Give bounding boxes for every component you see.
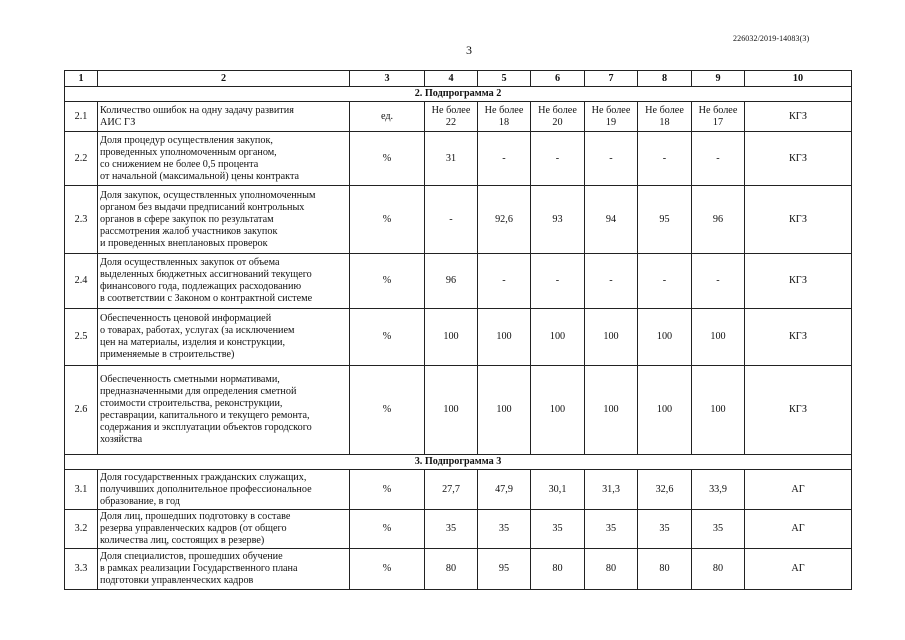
value-cell-text: 92,6 <box>495 213 513 225</box>
value-cell-text: 80 <box>445 563 457 574</box>
value-cell <box>531 309 585 366</box>
responsible-cell-text: АГ <box>791 563 805 574</box>
value-cell <box>692 254 745 309</box>
responsible-cell-text: КГЗ <box>788 152 808 164</box>
value-cell <box>478 470 531 510</box>
unit-cell-text: ед. <box>380 110 394 122</box>
responsible-cell-text: КГЗ <box>788 275 808 286</box>
value-cell <box>478 186 531 254</box>
value-cell <box>478 132 531 186</box>
value-cell-text: 95 <box>498 563 510 574</box>
value-cell <box>425 510 478 549</box>
value-cell-text: 95 <box>659 213 670 225</box>
table-body <box>65 71 852 590</box>
value-cell <box>585 366 638 455</box>
column-header: 3 <box>350 71 425 87</box>
value-cell <box>478 102 531 132</box>
row-number-text: 3.3 <box>74 563 88 574</box>
unit-cell-text: % <box>382 483 392 495</box>
column-header: 5 <box>478 71 531 87</box>
value-cell-text: 100 <box>603 404 619 415</box>
section-header-row <box>65 87 852 102</box>
value-cell <box>531 254 585 309</box>
value-cell <box>638 132 692 186</box>
value-cell <box>638 186 692 254</box>
value-cell-text: 80 <box>605 563 617 574</box>
table-row <box>65 510 852 549</box>
value-cell <box>425 254 478 309</box>
value-cell-text: - <box>662 275 667 286</box>
value-cell-text: 30,1 <box>548 483 567 495</box>
unit-cell <box>350 549 425 590</box>
value-cell-text: - <box>716 275 720 286</box>
responsible-cell <box>745 309 852 366</box>
row-number-text: 2.2 <box>74 152 88 164</box>
value-cell-text: 35 <box>659 523 670 534</box>
row-number-text: 2.1 <box>74 110 88 122</box>
row-number-text: 2.5 <box>74 331 88 342</box>
responsible-cell <box>745 470 852 510</box>
indicator-name <box>98 309 350 366</box>
value-cell <box>585 549 638 590</box>
value-cell-text: 80 <box>712 563 724 574</box>
responsible-cell-text: КГЗ <box>788 404 808 415</box>
value-cell <box>692 470 745 510</box>
value-cell <box>692 510 745 549</box>
value-cell <box>425 366 478 455</box>
value-cell <box>531 549 585 590</box>
unit-cell <box>350 510 425 549</box>
value-cell-text: 35 <box>552 523 563 534</box>
value-cell-text: 100 <box>710 331 726 342</box>
value-cell <box>478 549 531 590</box>
value-cell <box>478 254 531 309</box>
column-header: 6 <box>531 71 585 87</box>
value-cell-text: - <box>502 152 506 164</box>
unit-cell-text: % <box>382 275 392 286</box>
unit-cell <box>350 132 425 186</box>
value-cell <box>425 132 478 186</box>
value-cell <box>638 254 692 309</box>
section-title: 3. Подпрограмма 3 <box>65 455 852 470</box>
row-number-text: 2.3 <box>74 213 88 225</box>
value-cell <box>692 366 745 455</box>
section-header-row <box>65 455 852 470</box>
value-cell <box>585 102 638 132</box>
value-cell <box>478 366 531 455</box>
value-cell-text: 100 <box>549 404 566 415</box>
row-number <box>65 132 98 186</box>
value-cell <box>531 366 585 455</box>
table-row <box>65 186 852 254</box>
value-cell <box>425 549 478 590</box>
responsible-cell-text: АГ <box>791 483 805 495</box>
responsible-cell <box>745 186 852 254</box>
value-cell <box>692 549 745 590</box>
indicator-name-text: Доля процедур осуществления закупок, проведенных уполномоченным органом, со снижением не более 0,5 процента от начальной (максимальной) цены контракта <box>100 134 300 182</box>
indicator-name <box>98 186 350 254</box>
value-cell <box>585 186 638 254</box>
value-cell-text: 31,3 <box>602 483 620 495</box>
responsible-cell-text: КГЗ <box>788 110 808 122</box>
value-cell <box>638 510 692 549</box>
unit-cell-text: % <box>382 152 392 164</box>
column-header: 8 <box>638 71 692 87</box>
value-cell-text: 35 <box>712 523 724 534</box>
value-cell-text: 94 <box>605 213 617 225</box>
value-cell-text: 80 <box>552 563 563 574</box>
column-header-row <box>65 71 852 87</box>
value-cell-text: 35 <box>605 523 617 534</box>
value-cell <box>692 186 745 254</box>
responsible-cell <box>745 549 852 590</box>
row-number-text: 2.6 <box>74 404 88 415</box>
value-cell <box>692 102 745 132</box>
unit-cell-text: % <box>382 563 392 574</box>
value-cell <box>638 366 692 455</box>
value-cell-text: Не более 19 <box>591 104 631 128</box>
value-cell-text: - <box>502 275 506 286</box>
value-cell-text: Не более 18 <box>645 104 684 128</box>
row-number <box>65 186 98 254</box>
value-cell-text: 100 <box>656 404 673 415</box>
value-cell-text: Не более 22 <box>431 104 471 128</box>
value-cell-text: - <box>609 275 613 286</box>
indicator-name-text: Обеспеченность ценовой информацией о товарах, работах, услугах (за исключением цен на материалы, изделия и конструкции, применяемые в строительстве) <box>100 313 295 360</box>
value-cell <box>638 102 692 132</box>
row-number <box>65 366 98 455</box>
row-number-text: 3.2 <box>74 523 88 534</box>
value-cell <box>531 510 585 549</box>
indicator-name-text: Обеспеченность сметными нормативами, предназначенными для определения сметной стоимости строительства, реконструкции, реставрации, капитального и текущего ремонта, содержания и эксплуатации объектов городского хозяйства <box>100 374 312 445</box>
table-row <box>65 470 852 510</box>
table-row <box>65 254 852 309</box>
value-cell <box>638 549 692 590</box>
value-cell-text: - <box>555 275 560 286</box>
value-cell-text: 100 <box>496 404 512 415</box>
value-cell-text: 35 <box>445 523 457 534</box>
value-cell-text: 33,9 <box>709 483 727 495</box>
unit-cell-text: % <box>382 213 392 225</box>
row-number-text: 3.1 <box>74 483 88 495</box>
unit-cell <box>350 254 425 309</box>
value-cell <box>692 309 745 366</box>
unit-cell <box>350 102 425 132</box>
indicator-name <box>98 366 350 455</box>
value-cell-text: - <box>716 152 720 164</box>
value-cell-text: 100 <box>656 331 673 342</box>
value-cell <box>531 470 585 510</box>
column-header: 4 <box>425 71 478 87</box>
column-header: 9 <box>692 71 745 87</box>
indicator-name-text: Доля специалистов, прошедших обучение в рамках реализации Государственного плана подготовки управленческих кадров <box>100 551 298 586</box>
indicator-name <box>98 470 350 510</box>
value-cell-text: 100 <box>549 331 566 342</box>
row-number <box>65 309 98 366</box>
responsible-cell <box>745 366 852 455</box>
unit-cell <box>350 186 425 254</box>
table-row <box>65 366 852 455</box>
table-row <box>65 102 852 132</box>
value-cell <box>638 470 692 510</box>
value-cell-text: 31 <box>445 152 457 164</box>
value-cell <box>531 132 585 186</box>
column-header: 10 <box>745 71 852 87</box>
value-cell-text: - <box>555 152 560 164</box>
indicator-name <box>98 254 350 309</box>
value-cell-text: 96 <box>445 275 457 286</box>
value-cell-text: - <box>449 213 453 225</box>
indicator-name-text: Количество ошибок на одну задачу развития АИС ГЗ <box>100 104 294 128</box>
responsible-cell-text: КГЗ <box>788 213 808 225</box>
value-cell-text: 32,6 <box>655 483 674 495</box>
value-cell <box>478 309 531 366</box>
document-number: 226032/2019-14083(3) <box>733 34 810 43</box>
value-cell <box>425 470 478 510</box>
value-cell <box>585 510 638 549</box>
value-cell-text: 100 <box>443 404 459 415</box>
value-cell <box>585 470 638 510</box>
value-cell <box>638 309 692 366</box>
value-cell <box>425 309 478 366</box>
indicator-name <box>98 132 350 186</box>
row-number <box>65 470 98 510</box>
unit-cell <box>350 366 425 455</box>
value-cell-text: 100 <box>710 404 726 415</box>
unit-cell-text: % <box>382 331 392 342</box>
value-cell-text: 96 <box>712 213 724 225</box>
page-number: 3 <box>466 43 472 57</box>
value-cell <box>478 510 531 549</box>
indicators-table <box>64 70 852 590</box>
value-cell-text: Не более 17 <box>698 104 738 128</box>
value-cell <box>425 186 478 254</box>
value-cell-text: - <box>609 152 613 164</box>
value-cell-text: 100 <box>443 331 459 342</box>
value-cell-text: - <box>662 152 667 164</box>
table-row <box>65 132 852 186</box>
value-cell <box>531 186 585 254</box>
value-cell <box>585 132 638 186</box>
value-cell <box>425 102 478 132</box>
value-cell-text: 100 <box>496 331 512 342</box>
indicator-name <box>98 549 350 590</box>
indicator-name <box>98 510 350 549</box>
responsible-cell <box>745 510 852 549</box>
value-cell-text: 93 <box>552 213 563 225</box>
column-header: 1 <box>65 71 98 87</box>
unit-cell-text: % <box>382 404 392 415</box>
responsible-cell <box>745 254 852 309</box>
column-header: 2 <box>98 71 350 87</box>
row-number <box>65 254 98 309</box>
value-cell <box>531 102 585 132</box>
row-number <box>65 510 98 549</box>
value-cell-text: 100 <box>603 331 619 342</box>
row-number-text: 2.4 <box>74 275 88 286</box>
responsible-cell <box>745 102 852 132</box>
value-cell-text: Не более 18 <box>484 104 524 128</box>
indicator-name-text: Доля лиц, прошедших подготовку в составе резерва управленческих кадров (от общего количества лиц, состоящих в резерве) <box>100 511 291 546</box>
table-row <box>65 549 852 590</box>
responsible-cell <box>745 132 852 186</box>
column-header: 7 <box>585 71 638 87</box>
value-cell-text: 27,7 <box>442 483 460 495</box>
unit-cell-text: % <box>382 523 392 534</box>
responsible-cell-text: КГЗ <box>788 331 808 342</box>
value-cell-text: 47,9 <box>495 483 513 495</box>
value-cell <box>692 132 745 186</box>
unit-cell <box>350 470 425 510</box>
responsible-cell-text: АГ <box>791 523 805 534</box>
indicator-name-text: Доля осуществленных закупок от объема выделенных бюджетных ассигнований текущего финансового года, подлежащих расходованию в соответствии с Законом о контрактной системе <box>100 257 313 304</box>
table-row <box>65 309 852 366</box>
indicator-name-text: Доля закупок, осуществленных уполномоченным органом без выдачи предписаний контрольных органов в сфере закупок по результатам рассмотрения жалоб участников закупок и проведенных внеплановых проверок <box>100 189 316 249</box>
value-cell <box>585 309 638 366</box>
row-number <box>65 102 98 132</box>
value-cell <box>585 254 638 309</box>
unit-cell <box>350 309 425 366</box>
value-cell-text: Не более 20 <box>538 104 577 128</box>
indicator-name-text: Доля государственных гражданских служащих, получивших дополнительное профессиональное образование, в год <box>100 471 312 507</box>
section-title: 2. Подпрограмма 2 <box>65 87 852 102</box>
row-number <box>65 549 98 590</box>
value-cell-text: 35 <box>498 523 510 534</box>
value-cell-text: 80 <box>659 563 670 574</box>
indicator-name <box>98 102 350 132</box>
